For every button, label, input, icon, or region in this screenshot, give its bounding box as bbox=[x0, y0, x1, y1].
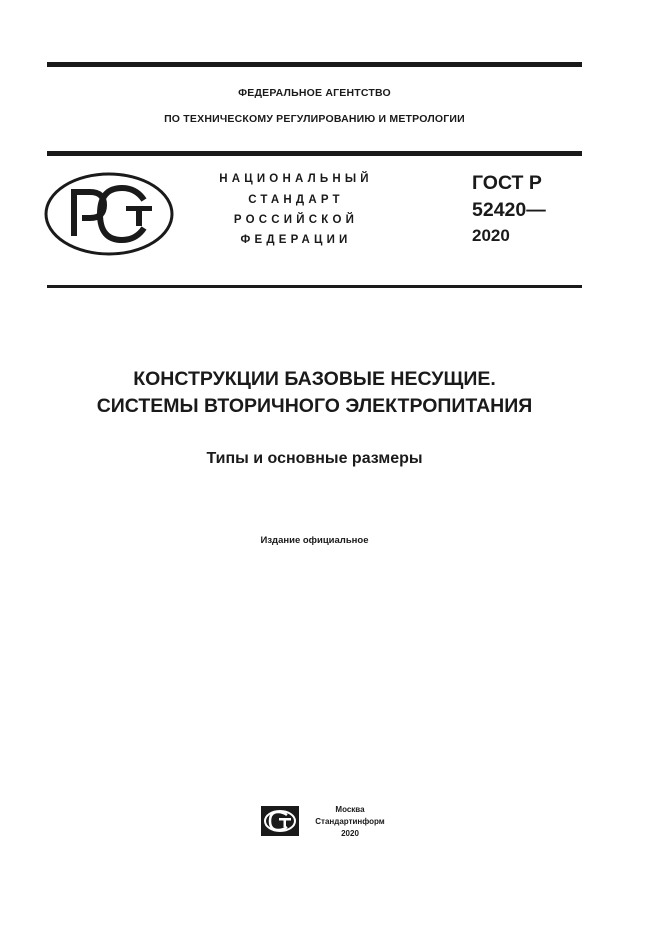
agency-line-1: ФЕДЕРАЛЬНОЕ АГЕНТСТВО bbox=[238, 87, 391, 99]
top-rule bbox=[47, 62, 582, 67]
standard-type-line-1: НАЦИОНАЛЬНЫЙ bbox=[219, 173, 373, 185]
document-title-line-1: КОНСТРУКЦИИ БАЗОВЫЕ НЕСУЩИЕ. bbox=[133, 368, 496, 390]
agency-line-2: ПО ТЕХНИЧЕСКОМУ РЕГУЛИРОВАНИЮ И МЕТРОЛОГИИ bbox=[164, 113, 465, 125]
standard-type-line-4: ФЕДЕРАЦИИ bbox=[240, 234, 352, 246]
edition-label: Издание официальное bbox=[260, 535, 369, 546]
standard-type-line-2: СТАНДАРТ bbox=[248, 194, 344, 206]
designation-prefix: ГОСТ Р bbox=[472, 172, 542, 194]
publisher-name: Стандартинформ bbox=[315, 817, 385, 826]
designation-year: 2020 bbox=[472, 226, 510, 245]
rst-certification-logo-icon bbox=[44, 172, 174, 256]
publisher-year: 2020 bbox=[341, 829, 359, 838]
document-title-line-2: СИСТЕМЫ ВТОРИЧНОГО ЭЛЕКТРОПИТАНИЯ bbox=[96, 395, 533, 417]
standartinform-logo-icon bbox=[261, 806, 299, 836]
document-subtitle: Типы и основные размеры bbox=[206, 450, 423, 467]
middle-rule bbox=[47, 151, 582, 156]
standard-type-line-3: РОССИЙСКОЙ bbox=[233, 214, 359, 226]
designation-number: 52420— bbox=[472, 199, 546, 221]
publisher-city: Москва bbox=[335, 805, 365, 814]
bottom-rule bbox=[47, 285, 582, 288]
